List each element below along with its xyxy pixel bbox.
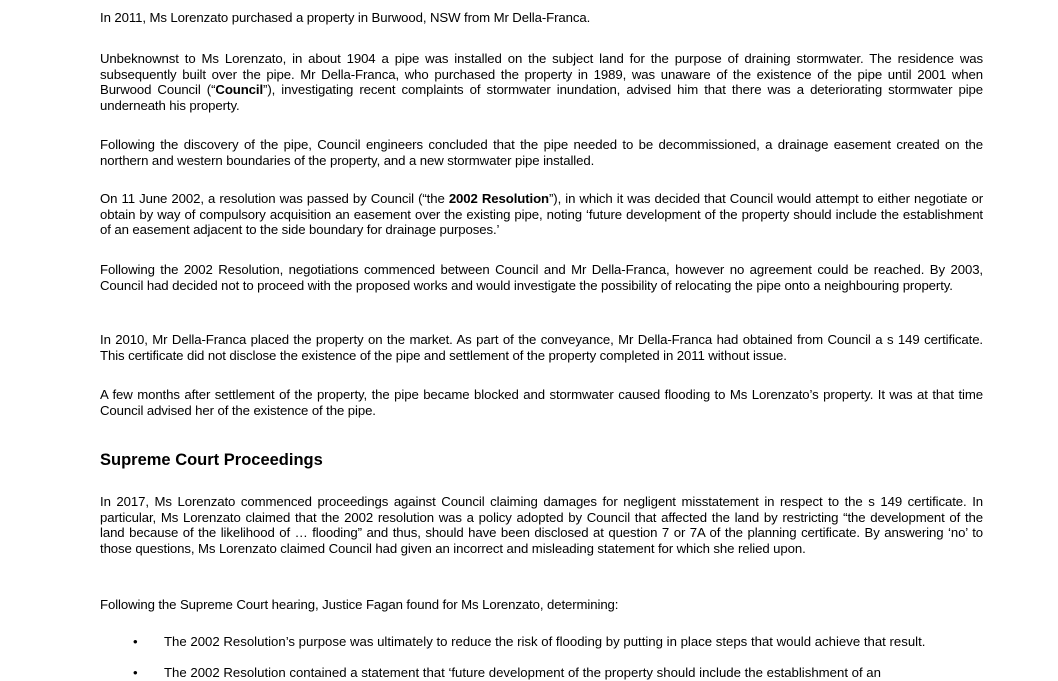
- defined-term-council: Council: [215, 82, 264, 97]
- defined-term-2002-resolution: 2002 Resolution: [448, 191, 550, 206]
- paragraph-flooding: A few months after settlement of the property, the pipe became blocked and stormwater caused flooding to Ms Lorenzato’s property. It was at that time Council advised her of the existence of the pipe.: [100, 387, 983, 418]
- paragraph-negotiations: Following the 2002 Resolution, negotiations commenced between Council and Mr Della-Franca, however no agreement could be reached. By 2003, Council had decided not to proceed with the proposed works and would investigate the possibility of relocating the pipe onto a neighbouring property.: [100, 262, 983, 293]
- paragraph-pipe-history: [100, 51, 983, 113]
- paragraph-resolution-text: On 11 June 2002, a resolution was passed by Council (“the: [100, 191, 449, 206]
- paragraph-pipe-history-text-end: ”), investigating recent complaints of stormwater inundation, advised him that there was a deteriorating stormwater pipe underneath his property.: [100, 82, 983, 113]
- list-item-text: The 2002 Resolution’s purpose was ultimately to reduce the risk of flooding by putting in place steps that would achieve that result.: [164, 634, 926, 649]
- paragraph-resolution: [100, 191, 983, 238]
- paragraph-conveyance: In 2010, Mr Della-Franca placed the property on the market. As part of the conveyance, Mr Della-Franca had obtained from Council a s 149 certificate. This certificate did not disclose the existence of the pipe and settlement of the property completed in 2011 without issue.: [100, 332, 983, 363]
- paragraph-finding: Following the Supreme Court hearing, Justice Fagan found for Ms Lorenzato, determining:: [100, 597, 619, 612]
- paragraph-purchase: In 2011, Ms Lorenzato purchased a property in Burwood, NSW from Mr Della-Franca.: [100, 10, 591, 25]
- paragraph-resolution-text-end: ”), in which it was decided that Council would attempt to either negotiate or obtain by way of compulsory acquisition an easement over the existing pipe, noting ‘future development of the property should include the establishment of an easement adjacent to the side boundary for drainage purposes.’: [100, 191, 983, 237]
- paragraph-proceedings: In 2017, Ms Lorenzato commenced proceedings against Council claiming damages for negligent misstatement in respect to the s 149 certificate. In particular, Ms Lorenzato claimed that the 2002 resolution was a policy adopted by Council that affected the land by restricting “the development of the land because of the likelihood of … flooding” and thus, should have been disclosed at question 7 or 7A of the planning certificate. By answering ‘no’ to those questions, Ms Lorenzato claimed Council had given an incorrect and misleading statement for which she relied upon.: [100, 494, 983, 556]
- bullet-icon: •: [133, 634, 138, 649]
- paragraph-pipe-history-text: Unbeknownst to Ms Lorenzato, in about 1904 a pipe was installed on the subject land for the purpose of draining stormwater. The residence was subsequently built over the pipe. Mr Della-Franca, who purchased the property in 1989, was unaware of the existence of the pipe until 2001 when Burwood Council (“: [100, 51, 983, 97]
- section-heading: Supreme Court Proceedings: [100, 451, 323, 469]
- bullet-icon: •: [133, 665, 138, 680]
- paragraph-discovery: Following the discovery of the pipe, Council engineers concluded that the pipe needed to be decommissioned, a drainage easement created on the northern and western boundaries of the property, and a new stormwater pipe installed.: [100, 137, 983, 168]
- list-item-text: The 2002 Resolution contained a statement that ‘future development of the property should include the establishment of an: [164, 665, 881, 680]
